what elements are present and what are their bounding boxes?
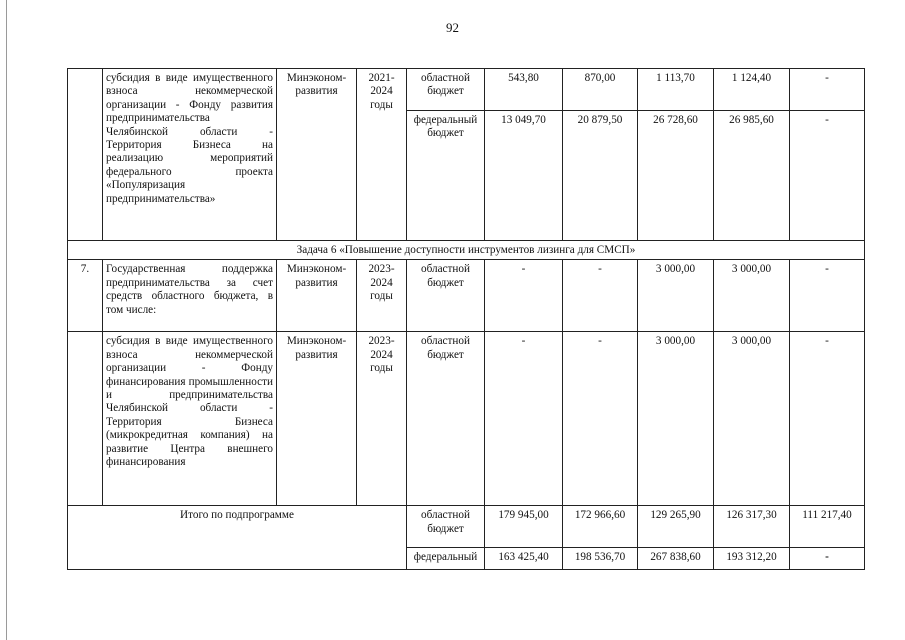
row-number-cell (68, 69, 103, 241)
value-cell: - (790, 69, 865, 111)
value-cell: - (485, 332, 563, 506)
total-value-cell: - (790, 548, 865, 570)
page-number: 92 (446, 20, 459, 35)
funding-source-cell: федеральный бюджет (407, 111, 485, 241)
value-cell: 543,80 (485, 69, 563, 111)
total-value-cell: 129 265,90 (638, 506, 714, 548)
value-cell: - (790, 332, 865, 506)
total-value-cell: 172 966,60 (563, 506, 638, 548)
total-label: Итого по подпрограмме (68, 506, 407, 570)
row-number-cell: 7. (68, 260, 103, 332)
period-cell: 2023-2024 годы (357, 332, 407, 506)
total-value-cell: 198 536,70 (563, 548, 638, 570)
value-cell: 3 000,00 (638, 332, 714, 506)
value-cell: 3 000,00 (714, 260, 790, 332)
total-row (68, 506, 865, 548)
funding-source-cell: федеральный (407, 548, 485, 570)
measure-cell: Государственная поддержка предпринимательства за счет средств областного бюджета, в том числе: (103, 260, 277, 332)
row-number-cell (68, 332, 103, 506)
value-cell: 3 000,00 (638, 260, 714, 332)
executor-cell: Минэконом-развития (277, 260, 357, 332)
measure-cell: субсидия в виде имущественного взноса некоммерческой организации - Фонду развития предпринимательства Челябинской области - Территория Бизнеса на реализацию мероприятий федерального проекта «Популяризация предпринимательства» (103, 69, 277, 241)
period-cell: 2021-2024 годы (357, 69, 407, 241)
page-edge-line (6, 0, 7, 640)
value-cell: 26 728,60 (638, 111, 714, 241)
total-value-cell: 163 425,40 (485, 548, 563, 570)
value-cell: 26 985,60 (714, 111, 790, 241)
value-cell: - (790, 260, 865, 332)
total-value-cell: 179 945,00 (485, 506, 563, 548)
table-row (68, 332, 865, 506)
funding-source-cell: областной бюджет (407, 506, 485, 548)
executor-cell: Минэконом-развития (277, 69, 357, 241)
value-cell: 1 113,70 (638, 69, 714, 111)
value-cell: - (563, 332, 638, 506)
value-cell: - (790, 111, 865, 241)
value-cell: 870,00 (563, 69, 638, 111)
executor-cell: Минэконом-развития (277, 332, 357, 506)
value-cell: - (485, 260, 563, 332)
total-value-cell: 267 838,60 (638, 548, 714, 570)
task-heading: Задача 6 «Повышение доступности инструментов лизинга для СМСП» (68, 241, 865, 260)
value-cell: - (563, 260, 638, 332)
table-row (68, 69, 865, 111)
funding-source-cell: областной бюджет (407, 332, 485, 506)
measure-cell: субсидия в виде имущественного взноса некоммерческой организации - Фонду финансирования промышленности и предпринимательства Челябинской области - Территория Бизнеса (микрокредитная компания) на развитие Центра внешнего финансирования (103, 332, 277, 506)
total-value-cell: 193 312,20 (714, 548, 790, 570)
task-heading-row (68, 241, 865, 260)
funding-source-cell: областной бюджет (407, 69, 485, 111)
budget-table (67, 68, 865, 570)
value-cell: 20 879,50 (563, 111, 638, 241)
total-value-cell: 126 317,30 (714, 506, 790, 548)
value-cell: 13 049,70 (485, 111, 563, 241)
total-value-cell: 111 217,40 (790, 506, 865, 548)
period-cell: 2023-2024 годы (357, 260, 407, 332)
funding-source-cell: областной бюджет (407, 260, 485, 332)
value-cell: 1 124,40 (714, 69, 790, 111)
value-cell: 3 000,00 (714, 332, 790, 506)
table-row (68, 260, 865, 332)
